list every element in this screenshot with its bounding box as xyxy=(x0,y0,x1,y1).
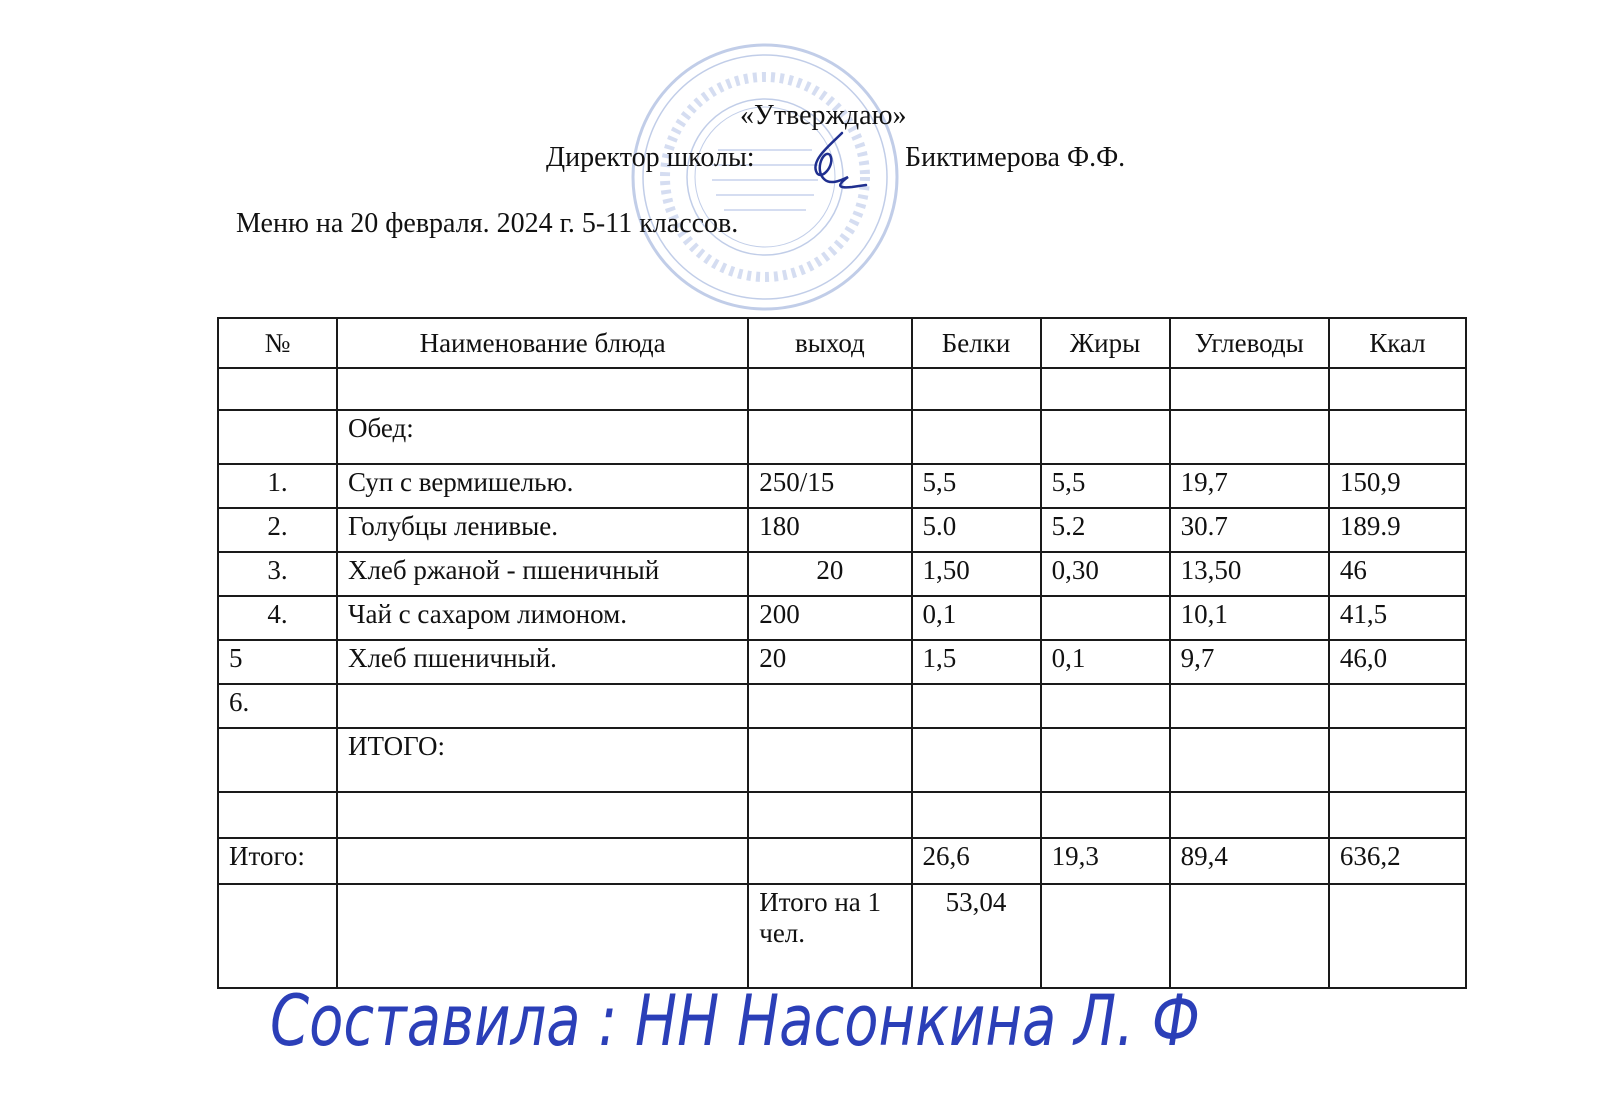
table-cell xyxy=(912,368,1041,410)
dish-proteins: 5.0 xyxy=(912,508,1041,552)
col-fats-header: Жиры xyxy=(1041,318,1170,368)
compiler-text: Составила : НН Насонкина Л. Ф xyxy=(270,980,1200,1062)
table-cell xyxy=(912,792,1041,838)
dish-proteins: 1,50 xyxy=(912,552,1041,596)
table-row-itogo xyxy=(218,728,1466,792)
row-number: 6. xyxy=(218,684,337,728)
dish-carbs: 9,7 xyxy=(1170,640,1329,684)
dish-carbs: 10,1 xyxy=(1170,596,1329,640)
table-cell xyxy=(218,368,337,410)
table-cell xyxy=(1041,792,1170,838)
table-cell xyxy=(748,410,911,464)
table-row-section xyxy=(218,410,1466,464)
director-signature xyxy=(790,125,870,200)
dish-output: 20 xyxy=(748,640,911,684)
table-header-row xyxy=(218,318,1466,368)
dish-proteins: 0,1 xyxy=(912,596,1041,640)
table-cell xyxy=(748,368,911,410)
per-person-value: 53,04 xyxy=(912,884,1041,988)
table-row xyxy=(218,596,1466,640)
director-name: Биктимерова Ф.Ф. xyxy=(905,142,1126,173)
col-number-header: № xyxy=(218,318,337,368)
dish-fats: 5.2 xyxy=(1041,508,1170,552)
row-number: 3. xyxy=(218,552,337,596)
table-cell xyxy=(1170,368,1329,410)
row-number: 4. xyxy=(218,596,337,640)
total-fats: 19,3 xyxy=(1041,838,1170,884)
itogo-caps-label: ИТОГО: xyxy=(337,728,748,792)
col-proteins-header: Белки xyxy=(912,318,1041,368)
table-cell xyxy=(912,410,1041,464)
dish-carbs: 13,50 xyxy=(1170,552,1329,596)
dish-fats xyxy=(1041,596,1170,640)
dish-name: Голубцы ленивые. xyxy=(337,508,748,552)
total-label: Итого: xyxy=(218,838,337,884)
table-row xyxy=(218,640,1466,684)
approval-heading: «Утверждаю» xyxy=(740,100,907,131)
dish-kcal: 41,5 xyxy=(1329,596,1466,640)
dish-kcal: 189.9 xyxy=(1329,508,1466,552)
dish-fats: 5,5 xyxy=(1041,464,1170,508)
compiler-handwritten-note xyxy=(270,965,1230,1075)
dish-name: Хлеб пшеничный. xyxy=(337,640,748,684)
dish-name xyxy=(337,684,748,728)
dish-fats: 0,1 xyxy=(1041,640,1170,684)
table-row xyxy=(218,552,1466,596)
table-cell xyxy=(1329,884,1466,988)
table-row-empty xyxy=(218,792,1466,838)
dish-proteins: 5,5 xyxy=(912,464,1041,508)
table-cell xyxy=(1329,368,1466,410)
table-cell xyxy=(1170,728,1329,792)
dish-output: 200 xyxy=(748,596,911,640)
dish-proteins: 1,5 xyxy=(912,640,1041,684)
total-proteins: 26,6 xyxy=(912,838,1041,884)
table-cell xyxy=(337,792,748,838)
table-cell xyxy=(1041,410,1170,464)
dish-fats: 0,30 xyxy=(1041,552,1170,596)
table-row xyxy=(218,464,1466,508)
dish-output: 20 xyxy=(748,552,911,596)
table-cell xyxy=(1170,792,1329,838)
table-cell xyxy=(218,728,337,792)
dish-kcal xyxy=(1329,684,1466,728)
table-row-total xyxy=(218,838,1466,884)
row-number: 2. xyxy=(218,508,337,552)
table-cell xyxy=(1170,410,1329,464)
per-person-label: Итого на 1 чел. xyxy=(748,884,911,988)
table-row xyxy=(218,684,1466,728)
dish-kcal: 46 xyxy=(1329,552,1466,596)
table-cell xyxy=(337,838,748,884)
section-label: Обед: xyxy=(337,410,748,464)
dish-output xyxy=(748,684,911,728)
col-carbs-header: Углеводы xyxy=(1170,318,1329,368)
dish-name: Суп с вермишелью. xyxy=(337,464,748,508)
col-output-header: выход xyxy=(748,318,911,368)
col-dish-name-header: Наименование блюда xyxy=(337,318,748,368)
dish-carbs: 19,7 xyxy=(1170,464,1329,508)
director-label: Директор школы: xyxy=(546,142,755,173)
table-cell xyxy=(1329,728,1466,792)
dish-proteins xyxy=(912,684,1041,728)
table-row xyxy=(218,508,1466,552)
total-carbs: 89,4 xyxy=(1170,838,1329,884)
table-cell xyxy=(218,410,337,464)
table-cell xyxy=(218,792,337,838)
total-kcal: 636,2 xyxy=(1329,838,1466,884)
row-number: 1. xyxy=(218,464,337,508)
dish-name: Чай с сахаром лимоном. xyxy=(337,596,748,640)
table-cell xyxy=(748,728,911,792)
menu-title: Меню на 20 февраля. 2024 г. 5-11 классов. xyxy=(236,208,739,239)
table-cell xyxy=(1041,728,1170,792)
table-row-empty xyxy=(218,368,1466,410)
row-number: 5 xyxy=(218,640,337,684)
dish-carbs: 30.7 xyxy=(1170,508,1329,552)
menu-table xyxy=(217,317,1467,989)
dish-fats xyxy=(1041,684,1170,728)
table-cell xyxy=(337,368,748,410)
col-kcal-header: Ккал xyxy=(1329,318,1466,368)
table-cell xyxy=(748,838,911,884)
dish-output: 180 xyxy=(748,508,911,552)
dish-carbs xyxy=(1170,684,1329,728)
dish-kcal: 150,9 xyxy=(1329,464,1466,508)
table-cell xyxy=(912,728,1041,792)
dish-output: 250/15 xyxy=(748,464,911,508)
dish-kcal: 46,0 xyxy=(1329,640,1466,684)
table-cell xyxy=(1041,368,1170,410)
table-cell xyxy=(1329,410,1466,464)
table-cell xyxy=(748,792,911,838)
dish-name: Хлеб ржаной - пшеничный xyxy=(337,552,748,596)
table-cell xyxy=(1329,792,1466,838)
